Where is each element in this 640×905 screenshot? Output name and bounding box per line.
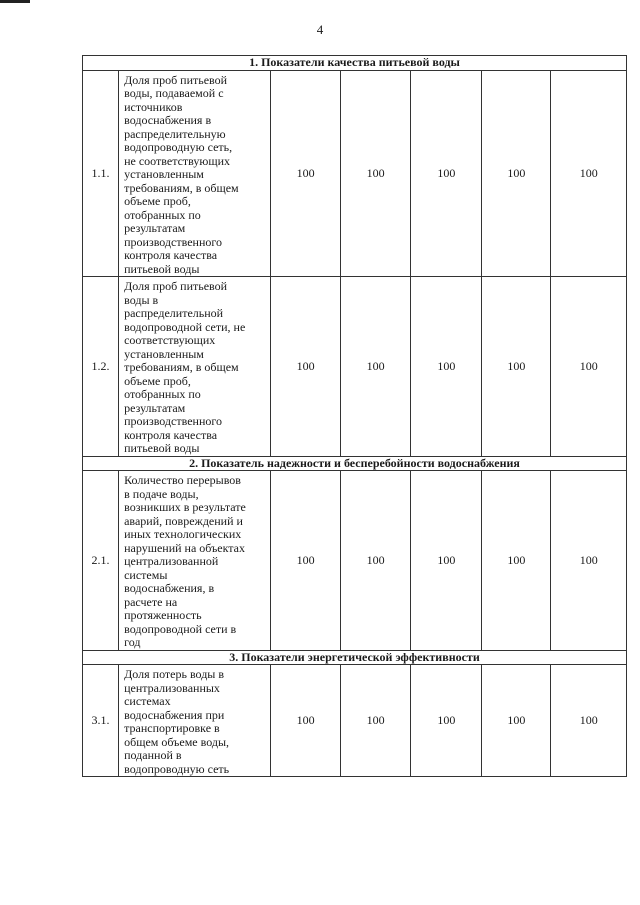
description-line: системах [124, 694, 171, 708]
section-header-row [83, 650, 627, 665]
description-line: воды, подаваемой с [124, 86, 224, 100]
description-line: водопроводной сети в [124, 621, 237, 636]
description-line: распределительную [124, 126, 226, 141]
indicator-number: 2.1. [83, 471, 119, 651]
description-line: отобранных по [124, 207, 201, 222]
indicator-number: 1.2. [83, 277, 119, 457]
table-row [83, 665, 627, 777]
indicator-value: 100 [341, 70, 411, 277]
indicator-description [119, 277, 271, 457]
indicator-value: 100 [271, 70, 341, 277]
indicator-number: 1.1. [83, 70, 119, 277]
table-row [83, 471, 627, 651]
description-line: водоснабжения в [124, 113, 212, 127]
description-line: производственного [124, 234, 222, 249]
description-line: водоснабжения при [124, 707, 225, 722]
description-line: питьевой воды [124, 261, 200, 276]
description-line: требованиям, в общем [124, 360, 239, 374]
description-line: в подаче воды, [124, 486, 199, 501]
indicator-description [119, 665, 271, 777]
indicator-value: 100 [551, 70, 627, 277]
indicator-value: 100 [482, 70, 551, 277]
description-line: год [124, 635, 141, 649]
description-line: водопроводную сеть [124, 761, 230, 776]
description-line: требованиям, в общем [124, 180, 239, 195]
indicator-value: 100 [341, 471, 411, 651]
description-line: объеме проб, [124, 194, 191, 208]
section-header-row [83, 456, 627, 471]
description-line: нарушений на объектах [124, 540, 246, 555]
description-line: результатам [124, 400, 186, 415]
description-line: транспортировке в [124, 721, 220, 735]
section-title: 3. Показатели энергетической эффективности [83, 650, 627, 665]
indicator-value: 100 [411, 277, 482, 457]
scan-corner-mark [0, 0, 30, 3]
indicator-value: 100 [271, 471, 341, 651]
description-line: водопроводную сеть, [124, 140, 233, 154]
table-row [83, 70, 627, 277]
description-line: протяженность [124, 608, 202, 622]
indicator-value: 100 [482, 471, 551, 651]
description-line: иных технологических [124, 527, 242, 541]
section-title: 1. Показатели качества питьевой воды [83, 56, 627, 71]
section-header-row [83, 56, 627, 71]
indicator-value: 100 [482, 277, 551, 457]
indicators-table-body [83, 56, 627, 777]
indicator-value: 100 [411, 70, 482, 277]
description-line: производственного [124, 414, 222, 428]
indicator-value: 100 [341, 277, 411, 457]
description-line: распределительной [124, 306, 224, 320]
indicator-value: 100 [551, 471, 627, 651]
description-line: расчете на [124, 594, 178, 609]
description-line: Доля потерь воды в [124, 667, 225, 681]
indicator-value: 100 [551, 665, 627, 777]
description-line: результатам [124, 221, 186, 235]
indicator-value: 100 [411, 471, 482, 651]
description-line: контроля качества [124, 248, 218, 262]
indicator-value: 100 [551, 277, 627, 457]
description-line: питьевой воды [124, 441, 200, 455]
description-line: источников [124, 99, 183, 114]
description-line: централизованных [124, 680, 220, 695]
description-line: соответствующих [124, 333, 216, 347]
description-line: контроля качества [124, 427, 218, 442]
description-line: Количество перерывов [124, 473, 241, 487]
description-line: централизованной [124, 554, 219, 568]
description-line: воды в [124, 292, 159, 307]
indicators-table [82, 55, 627, 777]
description-line: общем объеме воды, [124, 734, 230, 749]
description-line: Доля проб питьевой [124, 72, 228, 87]
description-line: отобранных по [124, 387, 201, 401]
description-line: установленным [124, 346, 204, 361]
description-line: возникших в результате [124, 500, 246, 514]
description-line: аварий, повреждений и [124, 513, 243, 528]
description-line: системы [124, 567, 168, 582]
indicator-number: 3.1. [83, 665, 119, 777]
page-number: 4 [316, 22, 324, 37]
indicator-value: 100 [482, 665, 551, 777]
indicator-value: 100 [341, 665, 411, 777]
indicator-value: 100 [411, 665, 482, 777]
indicator-value: 100 [271, 277, 341, 457]
description-line: Доля проб питьевой [124, 279, 228, 293]
table-row [83, 277, 627, 457]
indicator-description [119, 70, 271, 277]
description-line: установленным [124, 167, 204, 181]
section-title: 2. Показатель надежности и бесперебойности водоснабжения [83, 456, 627, 471]
description-line: не соответствующих [124, 153, 231, 168]
description-line: водоснабжения, в [124, 581, 215, 595]
description-line: водопроводной сети, не [124, 319, 246, 334]
indicator-description [119, 471, 271, 651]
description-line: объеме проб, [124, 373, 191, 388]
description-line: поданной в [124, 748, 182, 762]
indicator-value: 100 [271, 665, 341, 777]
